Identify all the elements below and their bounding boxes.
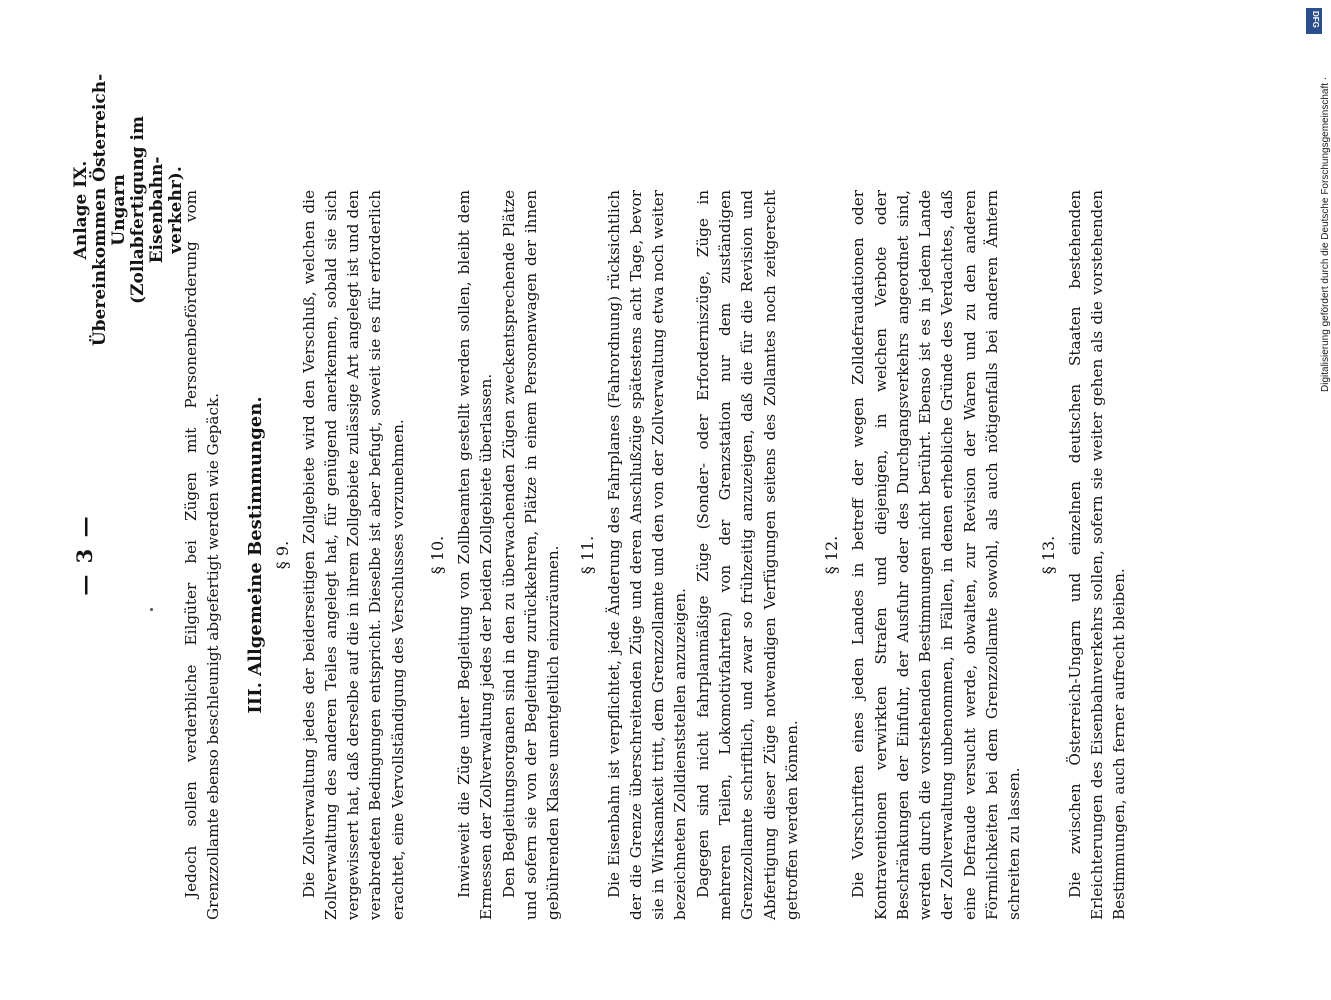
section-13	[1038, 190, 1131, 920]
dfg-logo-text: DFG	[1311, 11, 1320, 28]
dfg-logo-icon	[1306, 8, 1322, 34]
anlage-line-1: Anlage IX.	[71, 160, 91, 260]
credit-text: Digitalisierung gefördert durch die Deutsche Forschungsgemeinschaft ·	[1320, 76, 1331, 392]
section-title: § 13.	[1038, 535, 1058, 575]
anlage-line-3: (Zollabfertigung im Eisenbahn-	[128, 116, 167, 304]
section-paragraph: Dagegen sind nicht fahrplanmäßige Züge (Sonder- oder Erforderniszüge, Züge in mehreren Teilen, Lokomotivfahrten) von der Grenzstation nur dem zuständigen Grenzzollamte schriftlich, und zwar so frühzeitig anzuzeigen, daß die für die Revision und Abfertigung dieser Züge notwendigen Verfügungen seitens des Zollamtes noch zeitgerecht getroffen werden können.	[693, 190, 801, 920]
rotated-document	[71, 73, 1232, 920]
section-11	[577, 190, 804, 920]
anlage-line-2: Übereinkommen Österreich-Ungarn	[90, 73, 129, 347]
section-paragraph: Die Vorschriften eines jeden Landes in betreff der wegen Zolldefraudationen oder Kontraventionen verwirkten Strafen und diejenigen, in welchen Verbote oder Beschränkungen der Einfuhr, der Ausfuhr oder des Durchgangsverkehrs angeordnet sind, werden durch die vorstehenden Bestimmungen nicht berührt. Ebenso ist es in jedem Lande der Zollverwaltung unbenommen, in Fällen, in denen erhebliche Gründe des Verdachtes, daß eine Defraude versucht werde, obwalten, zur Revision der Waren und zu den anderen Förmlichkeiten bei dem Grenzzollamte sowohl, als auch nötigenfalls bei anderen Ämtern schreiten zu lassen.	[849, 190, 1024, 920]
section-9	[272, 190, 409, 920]
section-10	[427, 190, 564, 920]
section-paragraph: Inwieweit die Züge unter Begleitung von Zollbeamten gestellt werden sollen, bleibt dem Ermessen der Zollverwaltung jedes der beiden Zollgebiete überlassen.	[455, 190, 496, 920]
section-paragraph: Den Begleitungsorganen sind in den zu überwachenden Zügen zweckentsprechende Plätze und sofern sie von der Begleitung zurückkehren, Plätze in einem Personenwagen der ihnen gebührenden Klasse unentgeltlich einzuräumen.	[499, 190, 563, 920]
section-paragraph: Die Zollverwaltung jedes der beiderseitigen Zollgebiete wird den Verschluß, welchen die Zollverwaltung des anderen Teiles angelegt hat, für genügend anerkennen, sobald sie sich vergewissert hat, daß derselbe auf die in ihrem Zollgebiete zulässige Art angelegt ist und den verabredeten Bedingungen entspricht. Dieselbe ist aber befugt, soweit sie es für erforderlich erachtet, eine Vervollständigung des Verschlusses vorzunehmen.	[299, 190, 407, 920]
chapter-heading: III. Allgemeine Bestimmungen.	[244, 396, 266, 714]
section-title: § 12.	[822, 535, 842, 575]
section-12	[821, 190, 1025, 920]
document-body	[180, 190, 1131, 920]
intro-paragraph: Jedoch sollen verderbliche Eilgüter bei Zügen mit Personenbeförderung vom Grenzzollamte ebenso beschleunigt abgefertigt werden wie Gepäck.	[182, 190, 223, 920]
anlage-line-4: verkehr).	[166, 166, 186, 254]
section-title: § 9.	[272, 540, 292, 570]
section-title: § 11.	[577, 535, 597, 575]
page-number: — 3 —	[72, 514, 97, 596]
anlage-heading	[72, 60, 186, 360]
digitization-credit	[1306, 8, 1331, 392]
speck	[150, 608, 153, 611]
section-title: § 10.	[428, 535, 448, 575]
section-paragraph: Die Eisenbahn ist verpflichtet, jede Änderung des Fahrplanes (Fahrordnung) rücksichtlich der die Grenze überschreitenden Züge und deren Anschlußzüge spätestens acht Tage, bevor sie in Wirksamkeit tritt, dem Grenzzollamte und den von der Zollverwaltung etwa noch weiter bezeichneten Zolldienststellen anzuzeigen.	[604, 190, 690, 920]
section-paragraph: Die zwischen Österreich-Ungarn und einzelnen deutschen Staaten bestehenden Erleichterungen des Eisenbahnverkehrs sollen, sofern sie weiter gehen als die vorstehenden Bestimmungen, auch ferner aufrecht bleiben.	[1065, 190, 1129, 920]
